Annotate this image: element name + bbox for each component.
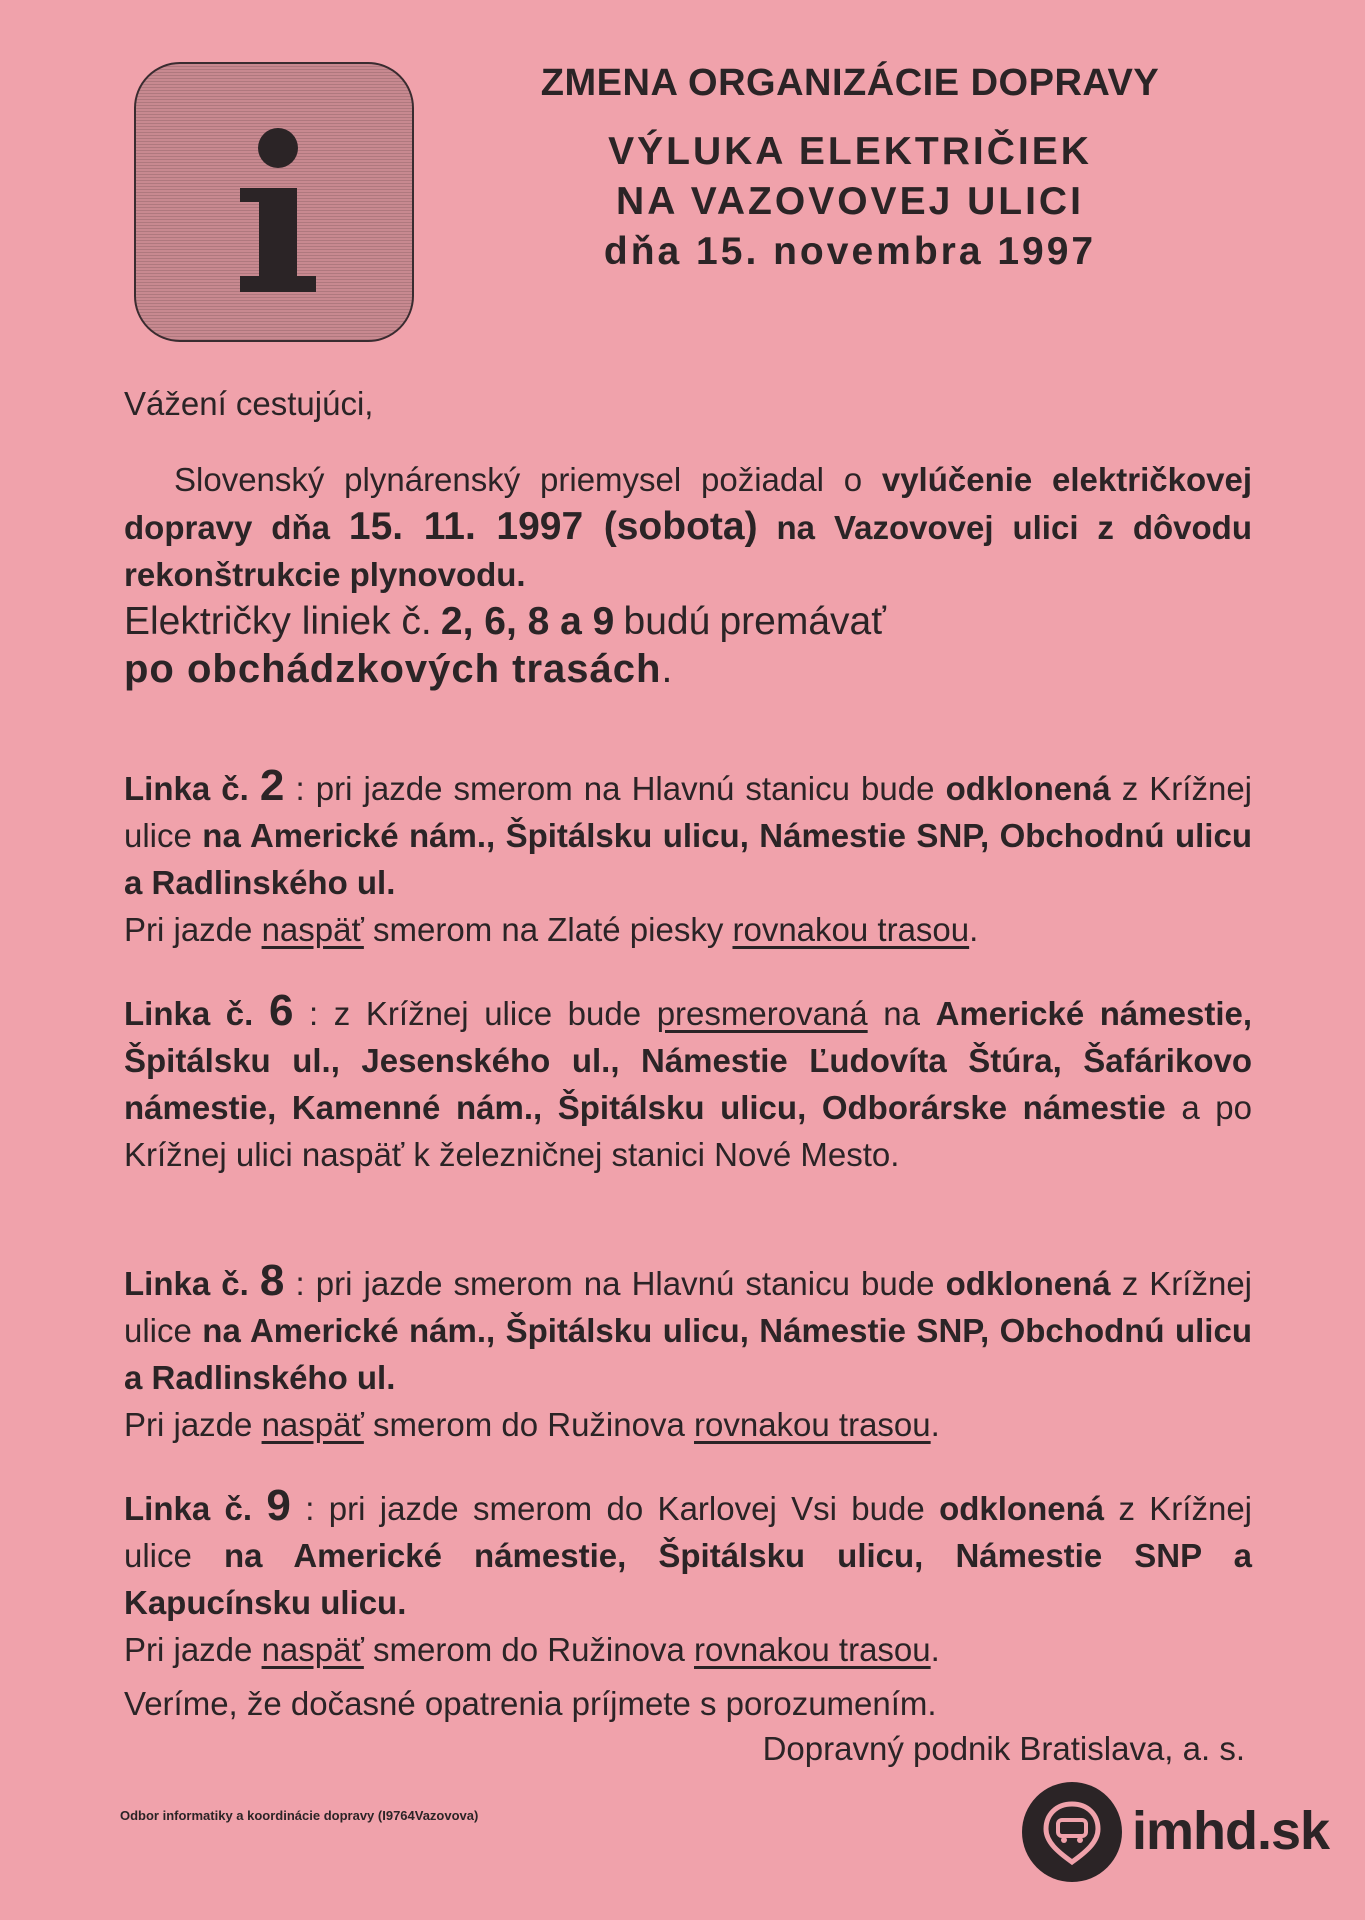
line-6-paragraph — [124, 987, 1252, 1178]
intro-verb-big: premávať — [719, 600, 886, 643]
notice-subtitle-line1: VÝLUKA ELEKTRIČIEK — [608, 130, 1092, 173]
line-9-paragraph — [124, 1482, 1252, 1673]
line-2-number: 2 — [259, 761, 285, 810]
intro-bold: vylúčenie električkovej dopravy dňa — [124, 461, 1252, 546]
line-2-bold: odklonená — [945, 770, 1111, 807]
line-8-same-route: rovnakou trasou — [694, 1406, 931, 1443]
line-6-text2: na — [867, 995, 936, 1032]
line-2-route: na Americké nám., Špitálsku ulicu, Námestie SNP, Obchodnú ulicu a Radlinského ul. — [124, 817, 1252, 901]
notice-title: ZMENA ORGANIZÁCIE DOPRAVY — [540, 62, 1160, 104]
notice-subtitle-line2: NA VAZOVOVEJ ULICI — [616, 180, 1084, 223]
intro-bold2: na Vazovovej ulici z dôvodu rekonštrukcie plynovodu. — [124, 509, 1253, 593]
intro-lines-text: Električky liniek č. — [124, 600, 432, 643]
line-9-same-route: rovnakou trasou — [694, 1631, 931, 1668]
line-9-label: Linka č. — [124, 1490, 253, 1527]
line-2-text4: smerom na Zlaté piesky — [363, 911, 733, 948]
closing-text: Veríme, že dočasné opatrenia príjmete s porozumením. — [124, 1685, 937, 1722]
intro-date: 15. 11. 1997 (sobota) — [348, 505, 758, 548]
imhd-logo-text[interactable]: imhd.sk — [1132, 1801, 1330, 1861]
line-2-text3: Pri jazde — [124, 911, 262, 948]
signature: Dopravný podnik Bratislava, a. s. — [762, 1730, 1245, 1767]
line-9-text: : pri jazde smerom do Karlovej Vsi bude — [290, 1490, 940, 1527]
line-9-back: naspäť — [261, 1631, 364, 1668]
line-8-bold: odklonená — [945, 1265, 1111, 1302]
info-icon — [134, 62, 414, 342]
footer-note: Odbor informatiky a koordinácie dopravy (I9764Vazovova) — [120, 1808, 479, 1823]
info-icon-serif-bottom — [240, 276, 316, 292]
intro-verb: budú — [623, 600, 711, 643]
line-2-text2: z Krížnej ulice — [124, 770, 1253, 854]
line-6-route: Americké námestie, Špitálsku ul., Jesenského ul., Námestie Ľudovíta Štúra, Šafárikovo námestie, Kamenné nám., Špitálsku ulicu, Odborárske námestie — [124, 995, 1253, 1126]
line-6-text: : z Krížnej ulice bude — [293, 995, 657, 1032]
line-8-text3: Pri jazde — [124, 1406, 262, 1443]
line-9-end: . — [930, 1631, 940, 1668]
line-8-label: Linka č. — [124, 1265, 249, 1302]
greeting: Vážení cestujúci, — [124, 385, 374, 422]
line-6-text3: a po Krížnej ulici naspäť k železničnej stanici Nové Mesto. — [124, 1089, 1252, 1173]
line-2-back: naspäť — [261, 911, 364, 948]
line-9-bold: odklonená — [939, 1490, 1105, 1527]
line-8-back: naspäť — [261, 1406, 364, 1443]
line-8-end: . — [930, 1406, 940, 1443]
intro-detour: po obchádzkových trasách — [124, 647, 662, 691]
line-2-text: : pri jazde smerom na Hlavnú stanicu bude — [284, 770, 946, 807]
line-8-text: : pri jazde smerom na Hlavnú stanicu bude — [284, 1265, 946, 1302]
line-8-paragraph — [124, 1257, 1252, 1448]
info-icon-stem — [259, 188, 297, 284]
intro-text: Slovenský plynárenský priemysel požiadal o — [174, 461, 882, 498]
line-6-number: 6 — [268, 986, 294, 1035]
line-9-text2: z Krížnej ulice — [124, 1490, 1253, 1574]
tram-pin-icon-graphic — [1022, 1782, 1122, 1882]
line-2-label: Linka č. — [124, 770, 249, 807]
line-9-number: 9 — [266, 1481, 291, 1530]
line-8-text2: z Krížnej ulice — [124, 1265, 1253, 1349]
line-2-paragraph — [124, 762, 1252, 953]
line-8-text4: smerom do Ružinova — [363, 1406, 694, 1443]
line-6-redirected: presmerovaná — [656, 995, 868, 1032]
line-9-route: na Americké námestie, Špitálsku ulicu, Námestie SNP a Kapucínsku ulicu. — [124, 1537, 1252, 1621]
tram-pin-icon[interactable] — [1022, 1782, 1122, 1882]
notice-header — [450, 62, 1250, 277]
line-8-route: na Americké nám., Špitálsku ulicu, Námestie SNP, Obchodnú ulicu a Radlinského ul. — [124, 1312, 1252, 1396]
line-2-end: . — [969, 911, 979, 948]
intro-paragraph — [124, 456, 1252, 694]
notice-date: dňa 15. novembra 1997 — [603, 230, 1097, 273]
intro-lines: 2, 6, 8 a 9 — [440, 600, 615, 643]
info-icon-dot — [258, 128, 298, 168]
line-6-label: Linka č. — [124, 995, 254, 1032]
line-9-text3: Pri jazde — [124, 1631, 262, 1668]
line-2-same-route: rovnakou trasou — [732, 911, 970, 948]
line-8-number: 8 — [259, 1256, 285, 1305]
intro-end: . — [661, 648, 673, 691]
line-9-text4: smerom do Ružinova — [363, 1631, 694, 1668]
